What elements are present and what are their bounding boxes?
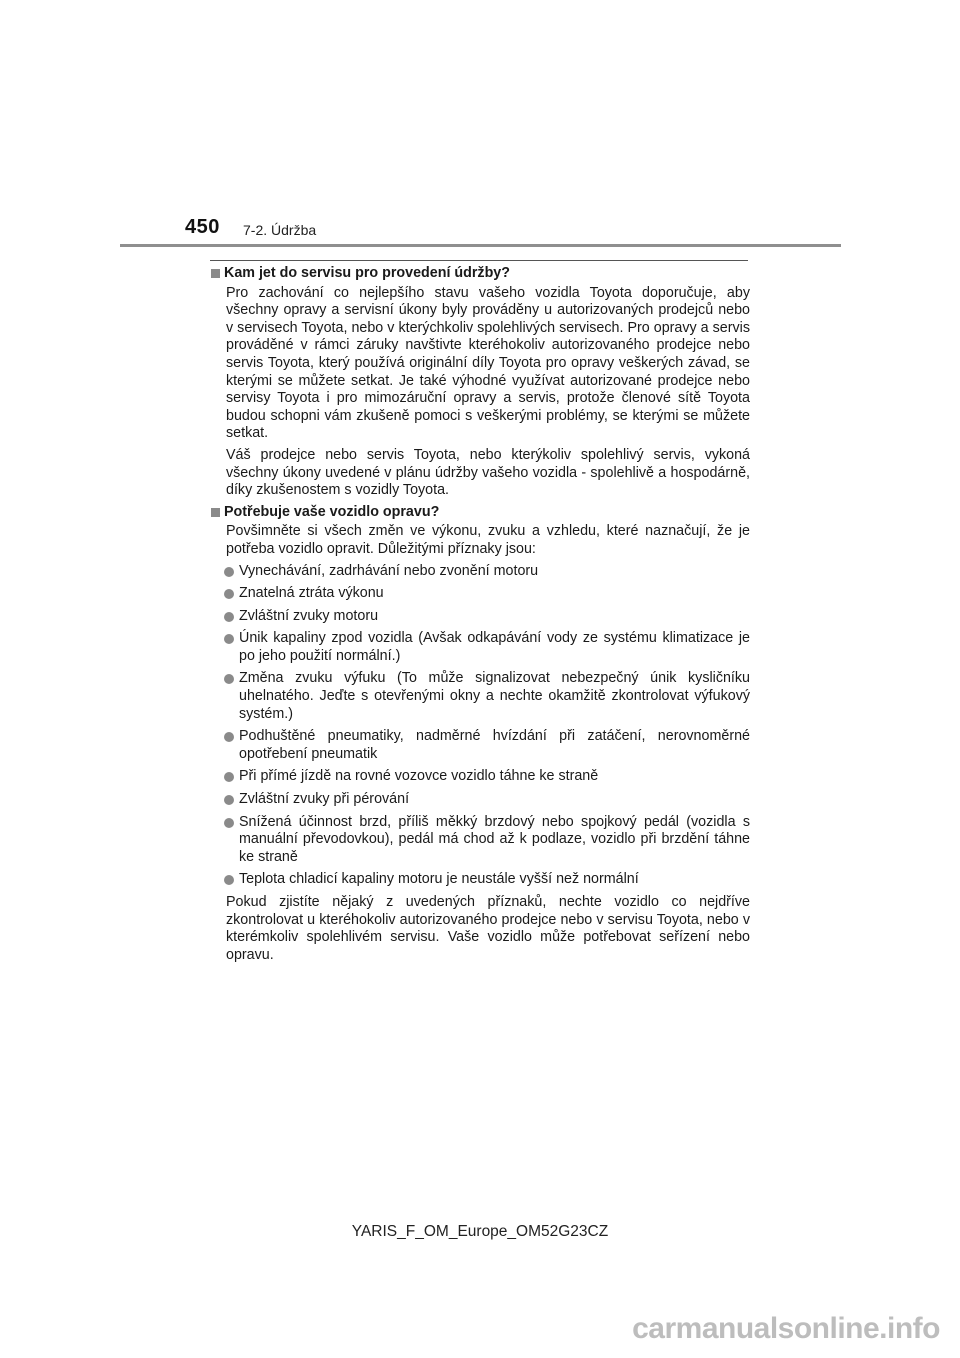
circle-bullet-icon [224,772,234,782]
content-rule [210,260,748,261]
list-item [210,585,750,603]
header-rule [120,244,841,247]
list-item-text: Teplota chladicí kapaliny motoru je neustále vyšší než normální [239,871,639,888]
list-item-text: Zvláštní zvuky při pérování [239,791,410,808]
list-item-text: Zvláštní zvuky motoru [239,607,379,624]
list-item [210,768,750,786]
circle-bullet-icon [224,674,234,684]
list-item [210,728,750,763]
list-item-text: Snížená účinnost brzd, příliš měkký brzdový nebo spojkový pedál (vozidla s manuální převodovkou), pedál má chod až k podlaze, vozidlo při brzdění táhne ke straně [239,813,750,865]
page-content [210,265,750,968]
paragraph: Pro zachování co nejlepšího stavu vašeho vozidla Toyota doporučuje, aby všechny opravy a servisní úkony byly prováděny u autorizovaných prodejců nebo v servisech Toyota, nebo v kterýchkoliv spolehlivých servisech. Pro opravy a servis prováděné v rámci záruky navštivte kteréhokoliv autorizovaného prodejce nebo servis Toyota, který používá originální díly Toyota pro opravy veškerých závad, se kterými se můžete setkat. Je také výhodné využívat autorizované prodejce nebo servisy Toyota i pro mimozáruční opravy a servis, protože členové sítě Toyota budou schopni vám zkušeně pomoci s veškerými problémy, se kterými se můžete setkat. [226,284,750,442]
circle-bullet-icon [224,818,234,828]
list-item [210,670,750,723]
list-item [210,871,750,889]
list-item-text: Znatelná ztráta výkonu [239,585,384,602]
circle-bullet-icon [224,612,234,622]
section-heading [210,265,750,283]
section-label: 7-2. Údržba [243,222,317,238]
list-item-text: Změna zvuku výfuku (To může signalizovat nebezpečný únik kysličníku uhelnatého. Jeďte s otevřenými okny a nechte okamžitě zkontrolovat výfukový systém.) [239,670,750,722]
section-heading-text: Potřebuje vaše vozidlo opravu? [224,503,440,520]
list-item-text: Únik kapaliny zpod vozidla (Avšak odkapávání vody ze systému klimatizace je po jeho použití normální.) [239,630,750,664]
list-item-text: Při přímé jízdě na rovné vozovce vozidlo táhne ke straně [239,768,599,785]
list-item [210,814,750,867]
list-item [210,791,750,809]
paragraph: Pokud zjistíte nějaký z uvedených příznaků, nechte vozidlo co nejdříve zkontrolovat u kteréhokoliv autorizovaného prodejce nebo v servisu Toyota, nebo v kterémkoliv spolehlivém servisu. Vaše vozidlo může potřebovat seřízení nebo opravu. [226,894,750,963]
list-item-text: Podhuštěné pneumatiky, nadměrné hvízdání při zatáčení, nerovnoměrné opotřebení pneumatik [239,728,750,762]
paragraph: Povšimněte si všech změn ve výkonu, zvuku a vzhledu, které naznačují, že je potřeba vozidlo opravit. Důležitými příznaky jsou: [226,523,750,557]
section-heading-text: Kam jet do servisu pro provedení údržby? [224,265,510,281]
circle-bullet-icon [224,634,234,644]
symptom-list [210,563,750,890]
circle-bullet-icon [224,875,234,885]
list-item-text: Vynechávání, zadrhávání nebo zvonění motoru [239,562,539,579]
section-heading [210,504,750,522]
square-bullet-icon [211,508,220,517]
paragraph: Váš prodejce nebo servis Toyota, nebo kterýkoliv spolehlivý servis, vykoná všechny úkony uvedené v plánu údržby vašeho vozidla - spolehlivě a hospodárně, díky zkušenostem s vozidly Toyota. [226,446,750,499]
document-id-footer: YARIS_F_OM_Europe_OM52G23CZ [351,1223,609,1240]
circle-bullet-icon [224,589,234,599]
circle-bullet-icon [224,795,234,805]
circle-bullet-icon [224,567,234,577]
list-item [210,563,750,581]
list-item [210,608,750,626]
watermark: carmanualsonline.info [632,1312,940,1345]
square-bullet-icon [211,269,220,278]
list-item [210,630,750,665]
circle-bullet-icon [224,732,234,742]
page-number: 450 [185,216,220,238]
